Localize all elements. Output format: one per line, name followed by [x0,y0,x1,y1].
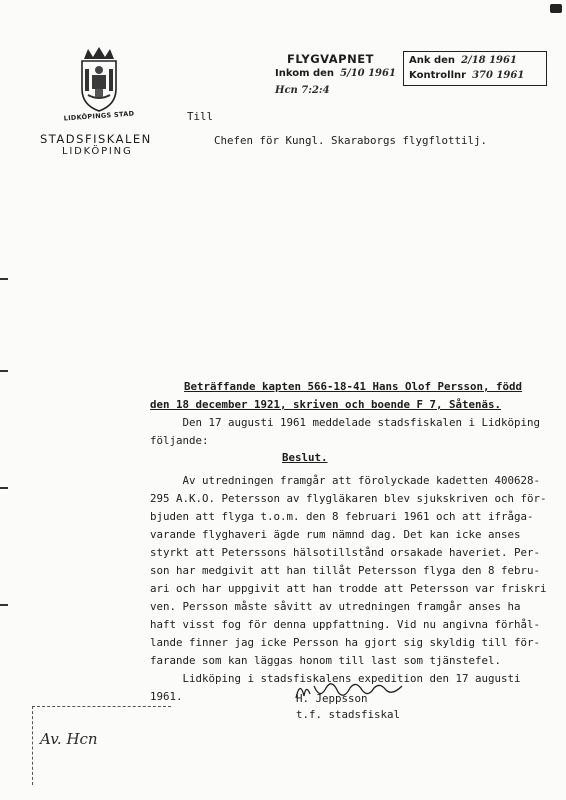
intro-line-1: Den 17 augusti 1961 meddelade stadsfiskalen i Lidköping [150,416,541,429]
edge-speck [0,604,8,606]
body-line: ari och har uppgivit att han trodde att Petersson var friskri [150,582,547,595]
corner-handwritten-note: Av. Hcn [40,730,98,748]
address-recipient: Chefen för Kungl. Skaraborgs flygflottilj. [214,134,488,147]
body-line: haft visst fog för denna uppfattning. Vid nu angivna förhål- [150,618,541,631]
office-name: STADSFISKALEN [40,132,152,146]
body-line: 1961. [150,690,183,703]
address-label: Till [187,110,214,123]
body-line: varande flyghaveri ägde rum nämnd dag. Det kan icke anses [150,528,521,541]
received-stamp [272,48,397,108]
crest-caption: LIDKÖPINGS STAD [63,109,135,123]
intro-line-2: följande: [150,434,209,447]
edge-speck [0,370,8,372]
subject-line-2: den 18 december 1921, skriven och boende F 7, Såtenäs. [150,398,502,411]
body-line: Lidköping i stadsfiskalens expedition den 17 augusti [150,672,521,685]
subject-line-1: Beträffande kapten 566-18-41 Hans Olof Persson, född [184,380,523,393]
body-line: styrkt att Peterssons hälsotillstånd orsakade haveriet. Per- [150,546,541,559]
registry-control-line [409,70,524,81]
registry-arrival-line [409,55,517,66]
stamp-received-line [275,68,396,79]
body-line: ven. Persson måste såvitt av utredningen framgår anses ha [150,600,521,613]
body-line: son har medgivit att han tillåt Petersson flyga den 8 febru- [150,564,541,577]
signatory-name: H. Jeppsson [296,692,368,705]
registry-arrival-label: Ank den [409,55,456,66]
city-crest-icon [74,45,124,113]
scan-speck [550,4,562,13]
stamp-received-label: Inkom den [275,68,335,79]
registry-control-label: Kontrollnr [409,70,467,81]
stamp-received-date: 5/10 1961 [340,68,396,79]
body-line: 295 A.K.O. Petersson av flygläkaren blev sjukskriven och för- [150,492,547,505]
stamp-title: FLYGVAPNET [287,52,374,66]
body-line: lande finner jag icke Persson ha gjort sig skyldig till för- [150,636,541,649]
signatory-title: t.f. stadsfiskal [296,708,401,721]
edge-speck [0,278,8,280]
decision-heading: Beslut. [282,451,328,464]
registry-arrival-date: 2/18 1961 [461,55,517,66]
edge-speck [0,487,8,489]
stamp-file-ref: Hcn 7:2:4 [275,85,330,96]
registry-control-number: 370 1961 [472,70,525,81]
body-line: bjuden att flyga t.o.m. den 8 februari 1961 och att ifråga- [150,510,534,523]
body-line: farande som kan läggas honom till last som tjänstefel. [150,654,502,667]
body-line: Av utredningen framgår att förolyckade kadetten 400628- [150,474,541,487]
registry-box [403,51,547,86]
office-city: LIDKÖPING [62,146,133,157]
